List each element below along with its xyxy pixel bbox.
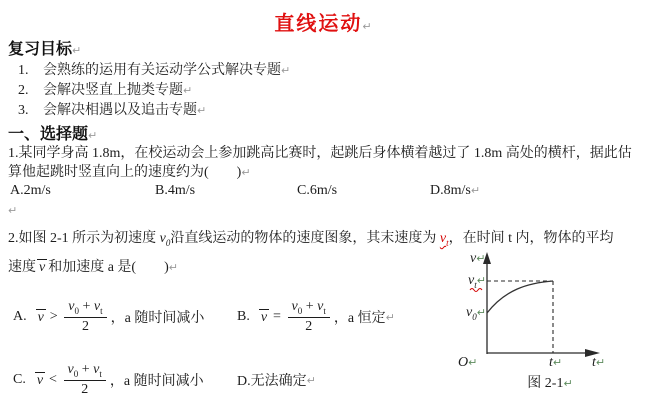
relation-symbol: > [48, 309, 59, 324]
v-letter: v [36, 373, 44, 388]
v-letter: v [39, 260, 46, 275]
paragraph-mark: ↵ [362, 20, 372, 33]
figure-caption [490, 372, 610, 392]
v-letter: v [466, 305, 473, 320]
relation-symbol: < [48, 372, 58, 387]
paragraph-mark: ↵ [470, 184, 481, 197]
paragraph-mark: ↵ [241, 166, 251, 179]
list-number: 3. [18, 103, 29, 118]
paragraph-mark: ↵ [385, 310, 395, 324]
option-suffix: ，a 恒定 [333, 311, 386, 326]
objective-item [18, 59, 290, 79]
v0-subscript: 0 [165, 237, 171, 248]
v-letter: v [291, 299, 298, 315]
paragraph-mark: ↵ [476, 252, 486, 265]
v0-subscript: 0 [297, 306, 303, 317]
objective-item [18, 79, 192, 99]
fraction-numerator [64, 362, 106, 380]
fraction-numerator [288, 299, 330, 317]
v-average-symbol [259, 309, 269, 325]
fraction [64, 362, 106, 397]
page-title [0, 7, 646, 36]
q2-option-d [237, 360, 316, 400]
v0-subscript: 0 [74, 306, 80, 317]
v0-subscript: 0 [73, 369, 79, 380]
question2-line1 [8, 227, 614, 247]
option-suffix: ，a 随时间减小 [110, 311, 205, 326]
paragraph-mark: ↵ [88, 129, 98, 142]
question2-line2 [8, 256, 178, 276]
paragraph-mark: ↵ [72, 44, 82, 57]
plus-sign: + [81, 362, 90, 378]
option-letter: B. [237, 309, 250, 324]
q2-text: 速度 [8, 260, 36, 275]
option-suffix: ，a 随时间减小 [109, 374, 204, 389]
q1-option-b: B.4m/s [155, 183, 196, 198]
paragraph-mark: ↵ [595, 356, 606, 369]
t-tick-label [549, 355, 562, 371]
q2-option-a [13, 297, 204, 337]
option-d-text: D.无法确定 [237, 374, 307, 389]
v-average-symbol [35, 372, 45, 388]
v-letter: v [68, 299, 75, 315]
v-letter: v [93, 362, 100, 378]
paragraph-mark: ↵ [552, 356, 563, 369]
q1-option-a: A.2m/s [10, 183, 51, 198]
origin-letter: O [458, 355, 469, 370]
list-number: 2. [18, 83, 29, 98]
v-average-symbol [37, 259, 47, 275]
origin-label [458, 355, 477, 371]
fraction-denominator: 2 [305, 318, 313, 334]
fraction-numerator [64, 299, 106, 317]
paragraph-mark: ↵ [281, 64, 291, 77]
page-title-text: 直线运动 [274, 13, 363, 35]
paragraph-mark: ↵ [168, 261, 178, 274]
q2-option-b [237, 297, 395, 337]
q1-option-d-text: D.8m/s [430, 183, 471, 198]
vt-symbol-highlighted [440, 231, 449, 246]
v-letter: v [470, 251, 477, 266]
objective-item [18, 99, 206, 119]
fraction [288, 299, 330, 334]
v0-symbol [160, 231, 171, 246]
question1-line1: 1.某同学身高 1.8m，在校运动会上参加跳高比赛时，起跳后身体横着越过了 1.8m 高处的横杆，据此估 [8, 146, 632, 161]
q2-text: 沿直线运动的物体的速度图象，其末速度为 [170, 231, 440, 246]
section-heading [8, 121, 97, 144]
figure-caption-text: 图 2-1 [527, 376, 564, 391]
vt-subscript: t [446, 237, 449, 248]
review-heading [8, 36, 81, 59]
vt-subscript: t [100, 306, 103, 317]
plus-sign: + [82, 299, 91, 315]
fraction-denominator: 2 [81, 381, 89, 397]
v0-subscript: 0 [472, 311, 477, 322]
objective-text: 会解决相遇以及追击专题 [43, 103, 197, 118]
v-letter: v [37, 310, 44, 325]
review-heading-text: 复习目标 [8, 41, 73, 58]
paragraph-mark: ↵ [468, 356, 478, 369]
fraction [64, 299, 106, 334]
v-average-symbol [36, 309, 46, 325]
q1-option-c: C.6m/s [297, 183, 338, 198]
q2-text: 和加速度 a 是( ) [48, 260, 169, 275]
paragraph-mark: ↵ [563, 377, 573, 390]
objective-text: 会熟练的运用有关运动学公式解决专题 [43, 63, 281, 78]
q1-option-d [430, 183, 480, 199]
fraction-denominator: 2 [81, 318, 89, 334]
t-letter: t [549, 355, 553, 370]
v-axis-label [470, 251, 485, 267]
list-number: 1. [18, 63, 29, 78]
question1-line2 [8, 161, 251, 181]
v-letter: v [317, 299, 324, 315]
paragraph-mark: ↵ [476, 306, 486, 319]
v0-tick-label [466, 305, 486, 321]
v-letter: v [67, 362, 74, 378]
objective-text: 会解决竖直上抛类专题 [43, 83, 183, 98]
t-letter: t [592, 355, 596, 370]
option-letter: C. [13, 372, 26, 387]
paragraph-mark: ↵ [476, 274, 486, 287]
v-letter: v [93, 299, 101, 315]
paragraph-mark: ↵ [197, 104, 207, 117]
vt-subscript: t [323, 306, 326, 317]
q2-text: ，在时间 t 内，物体的平均 [448, 231, 614, 246]
figure-2-1 [450, 250, 646, 395]
q2-text: 2.如图 2-1 所示为初速度 [8, 231, 160, 246]
v-letter: v [439, 231, 447, 246]
section-heading-text: 一、选择题 [8, 126, 89, 143]
v-letter: v [159, 231, 166, 246]
plus-sign: + [305, 299, 314, 315]
v-letter: v [468, 273, 475, 288]
vt-subscript: t [474, 279, 477, 290]
vt-subscript: t [99, 369, 102, 380]
paragraph-mark: ↵ [183, 84, 193, 97]
q2-option-c [13, 360, 204, 400]
question1-line2-text: 算他起跳时竖直向上的速度约为( ) [8, 165, 242, 180]
option-letter: A. [13, 309, 27, 324]
v-letter: v [260, 310, 268, 325]
t-axis-label [592, 355, 605, 371]
empty-paragraph-mark: ↵ [8, 204, 18, 217]
vt-tick-label [468, 273, 486, 289]
velocity-curve [487, 281, 553, 313]
relation-symbol: = [272, 309, 282, 324]
paragraph-mark: ↵ [306, 373, 316, 387]
